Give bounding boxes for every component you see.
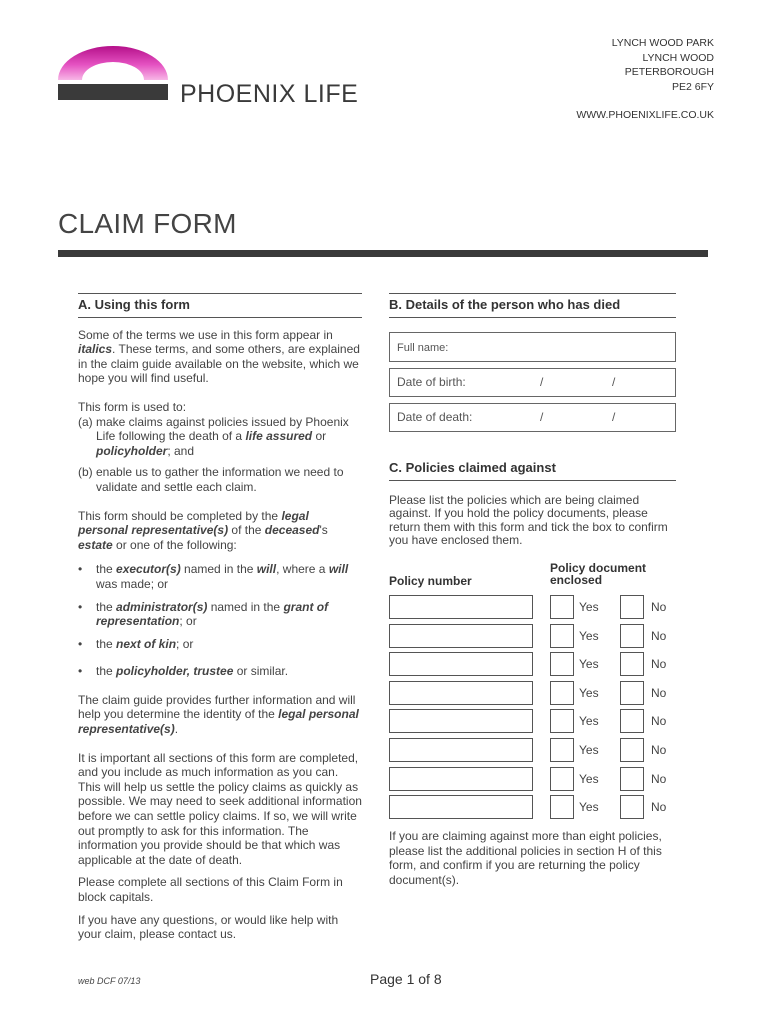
table-row xyxy=(389,767,679,796)
address-line: PETERBOROUGH xyxy=(624,66,714,78)
policy-number-input[interactable] xyxy=(389,681,533,705)
yes-checkbox[interactable] xyxy=(550,767,574,791)
yes-checkbox[interactable] xyxy=(550,738,574,762)
col-policy-number: Policy number xyxy=(389,573,472,588)
list-item: • the policyholder, trustee or similar. xyxy=(78,664,362,679)
table-row xyxy=(389,795,679,824)
used-for-label: This form is used to: xyxy=(78,399,187,414)
section-b-heading: B. Details of the person who has died xyxy=(389,293,676,318)
questions-note: If you have any questions, or would like help with your claim, please contact us. xyxy=(78,912,339,942)
policy-table-header xyxy=(389,562,676,596)
policy-number-input[interactable] xyxy=(389,738,533,762)
claimant-list xyxy=(78,562,362,679)
no-label: No xyxy=(651,714,667,729)
date-of-birth-field[interactable] xyxy=(389,368,676,397)
no-label: No xyxy=(651,600,667,614)
no-label: No xyxy=(651,685,667,700)
important-paragraph: It is important all sections of this form are completed, and you include as much information as you can. This will help us settle the policy claims as quickly as possible. We may need to seek additional information before we can settle policy claims. If so, we will write out promptly to ask for this information. The information you provide should be that which was applicable at the date of death. xyxy=(78,750,362,867)
yes-label: Yes xyxy=(579,771,599,786)
policy-number-input[interactable] xyxy=(389,795,533,819)
section-a-heading: A. Using this form xyxy=(78,293,362,318)
purpose-b: (b) enable us to gather the information we need to validate and settle each claim. xyxy=(78,465,344,494)
no-label: No xyxy=(651,800,667,815)
no-checkbox[interactable] xyxy=(620,795,644,819)
date-separator: / xyxy=(612,374,616,389)
policy-number-input[interactable] xyxy=(389,767,533,791)
yes-label: Yes xyxy=(579,742,599,757)
yes-label: Yes xyxy=(579,657,599,672)
no-checkbox[interactable] xyxy=(620,681,644,705)
policy-rows xyxy=(389,595,679,824)
policy-number-input[interactable] xyxy=(389,709,533,733)
no-checkbox[interactable] xyxy=(620,624,644,648)
date-separator: / xyxy=(540,374,544,389)
section-c-description: Please list the policies which are being claimed against. If you hold the policy documents, please return them with this form and tick the box to confirm you have enclosed them. xyxy=(389,492,668,548)
company-address xyxy=(576,36,714,123)
table-row xyxy=(389,681,679,710)
yes-label: Yes xyxy=(579,685,599,700)
list-item: • the administrator(s) named in the grant of representation; or xyxy=(78,600,362,629)
page-title: CLAIM FORM xyxy=(58,208,237,239)
dob-label: Date of birth: xyxy=(397,374,466,389)
section-a xyxy=(78,293,362,942)
full-name-label: Full name: xyxy=(397,341,449,354)
yes-label: Yes xyxy=(579,600,599,614)
yes-checkbox[interactable] xyxy=(550,652,574,676)
block-capitals-note: Please complete all sections of this Claim Form in block capitals. xyxy=(78,875,343,904)
brand-name: PHOENIX LIFE xyxy=(180,80,359,108)
no-checkbox[interactable] xyxy=(620,595,644,619)
table-row xyxy=(389,624,679,653)
address-line: LYNCH WOOD xyxy=(642,51,714,64)
policy-number-input[interactable] xyxy=(389,624,533,648)
date-of-death-field[interactable] xyxy=(389,403,676,432)
yes-label: Yes xyxy=(579,628,599,643)
no-checkbox[interactable] xyxy=(620,767,644,791)
yes-checkbox[interactable] xyxy=(550,624,574,648)
section-b xyxy=(389,293,676,432)
form-code: web DCF 07/13 xyxy=(78,976,141,986)
yes-label: Yes xyxy=(579,800,599,815)
yes-checkbox[interactable] xyxy=(550,709,574,733)
phoenix-logo xyxy=(58,46,168,100)
yes-label: Yes xyxy=(579,714,599,729)
page-number: Page 1 of 8 xyxy=(370,971,442,987)
title-divider xyxy=(58,250,708,257)
section-c xyxy=(389,459,676,596)
purpose-a: (a) make claims against policies issued by Phoenix Life following the death of a life assured or policyholder; and xyxy=(78,414,349,458)
list-item: • the next of kin; or xyxy=(78,637,362,652)
date-separator: / xyxy=(540,409,544,424)
intro-paragraph: Some of the terms we use in this form appear in italics. These terms, and some others, are explained in the claim guide available on the website, which we hope you will find useful. xyxy=(78,327,360,386)
col-document-enclosed: Policy document enclosed xyxy=(550,560,647,587)
table-row xyxy=(389,709,679,738)
no-checkbox[interactable] xyxy=(620,709,644,733)
no-checkbox[interactable] xyxy=(620,738,644,762)
yes-checkbox[interactable] xyxy=(550,681,574,705)
guide-paragraph: The claim guide provides further information and will help you determine the identity of the legal personal representative(s). xyxy=(78,692,359,737)
table-row xyxy=(389,652,679,681)
no-label: No xyxy=(651,771,667,786)
policy-number-input[interactable] xyxy=(389,652,533,676)
date-separator: / xyxy=(612,409,616,424)
table-row xyxy=(389,738,679,767)
no-label: No xyxy=(651,742,667,757)
table-row xyxy=(389,595,679,624)
yes-checkbox[interactable] xyxy=(550,795,574,819)
address-line: PE2 6FY xyxy=(671,80,714,93)
list-item: • the executor(s) named in the will, where a will was made; or xyxy=(78,562,362,591)
dod-label: Date of death: xyxy=(397,409,473,424)
full-name-field[interactable] xyxy=(389,332,676,362)
completed-by-paragraph: This form should be completed by the legal personal representative(s) of the deceased's estate or one of the following: xyxy=(78,508,328,552)
no-label: No xyxy=(651,657,667,672)
yes-checkbox[interactable] xyxy=(550,595,574,619)
policy-number-input[interactable] xyxy=(389,595,533,619)
section-c-heading: C. Policies claimed against xyxy=(389,459,676,481)
no-checkbox[interactable] xyxy=(620,652,644,676)
no-label: No xyxy=(651,628,667,643)
additional-policies-note: If you are claiming against more than eight policies, please list the additional policies in section H of this form, and confirm if you are returning the policy document(s). xyxy=(389,829,662,887)
address-line: LYNCH WOOD PARK xyxy=(611,37,714,49)
website-link[interactable]: WWW.PHOENIXLIFE.CO.UK xyxy=(576,109,714,121)
